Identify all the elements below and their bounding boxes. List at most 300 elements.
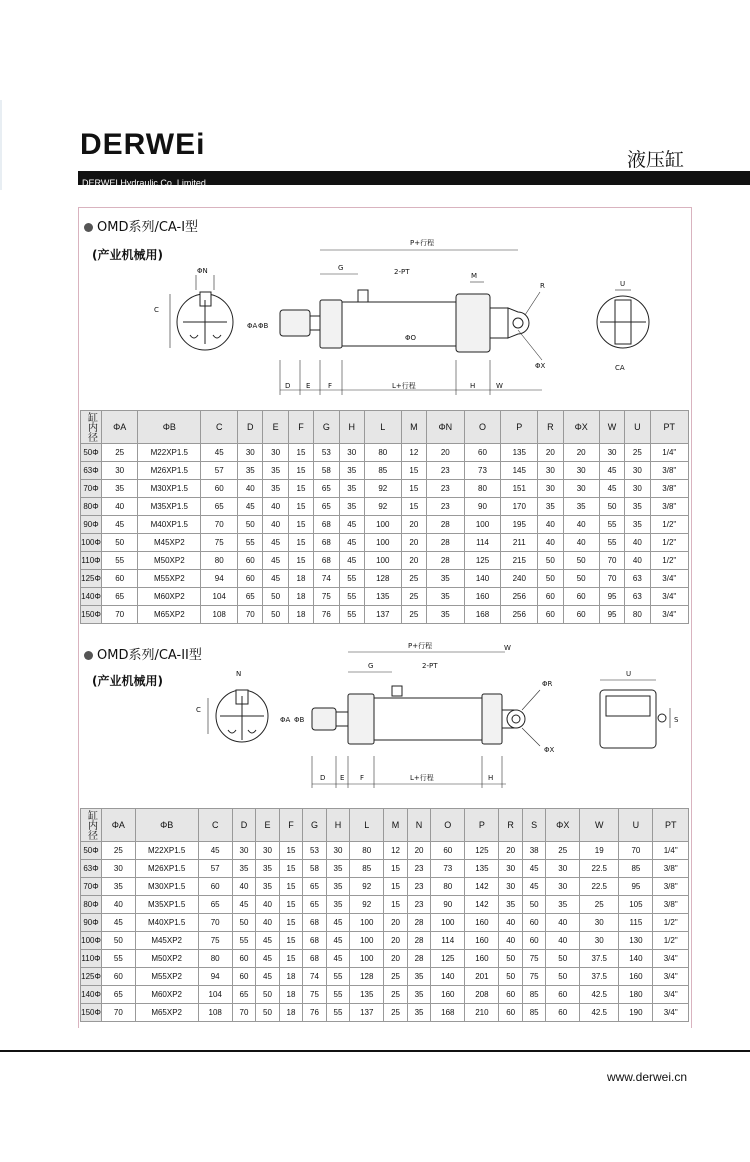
table-cell: 70Φ — [81, 878, 102, 896]
table-cell: 142 — [465, 878, 499, 896]
table-cell: 60 — [201, 480, 238, 498]
column-header: ΦB — [138, 411, 201, 444]
table-cell: 160 — [465, 950, 499, 968]
column-header: U — [625, 411, 650, 444]
table-cell: M50XP2 — [138, 552, 201, 570]
section1-spec-table — [80, 410, 689, 624]
table-cell: 35 — [263, 480, 288, 498]
table-row — [81, 914, 689, 932]
table-cell: 76 — [303, 1004, 327, 1022]
table-cell: 170 — [501, 498, 538, 516]
table-cell: 30 — [563, 480, 599, 498]
column-header: O — [431, 809, 465, 842]
column-header: ΦX — [563, 411, 599, 444]
table-cell: 35 — [499, 896, 523, 914]
column-header: ΦA — [102, 411, 138, 444]
table-cell: 1/2" — [650, 516, 688, 534]
s2-label-n: N — [236, 670, 242, 678]
table-cell: 30 — [625, 480, 650, 498]
column-header: M — [384, 809, 408, 842]
s2-label-p: P+行程 — [408, 642, 433, 650]
s1-label-g: G — [338, 264, 344, 272]
table-cell: 115 — [619, 914, 653, 932]
table-row — [81, 444, 689, 462]
s1-label-b: ΦB — [258, 322, 269, 330]
table-cell: 19 — [580, 842, 619, 860]
table-cell: 210 — [465, 1004, 499, 1022]
table-cell: 35 — [339, 480, 364, 498]
table-cell: 23 — [427, 498, 465, 516]
section2-title-text: OMD系列/CA-II型 — [97, 648, 202, 663]
s2-label-e: E — [340, 774, 345, 782]
table-cell: 65 — [314, 480, 339, 498]
table-cell: 168 — [464, 606, 501, 624]
table-cell: M60XP2 — [138, 588, 201, 606]
table-cell: 45 — [326, 932, 350, 950]
table-cell: M65XP2 — [138, 606, 201, 624]
table-cell: 40 — [563, 516, 599, 534]
s1-label-c: C — [154, 306, 159, 314]
table-cell: 63 — [625, 588, 650, 606]
table-cell: 125 — [465, 842, 499, 860]
table-cell: 15 — [279, 950, 303, 968]
table-cell: 76 — [314, 606, 339, 624]
table-cell: 20 — [384, 932, 408, 950]
table-cell: 40 — [563, 534, 599, 552]
table-cell: 25 — [384, 1004, 408, 1022]
section1-subtitle: (产业机械用) — [92, 248, 163, 262]
s1-label-n: ΦN — [197, 267, 208, 275]
table-cell: 256 — [501, 606, 538, 624]
company-bar — [78, 171, 750, 188]
table-cell: 15 — [288, 444, 313, 462]
table-cell: 73 — [464, 462, 501, 480]
table-cell: 211 — [501, 534, 538, 552]
table-cell: 3/8" — [650, 480, 688, 498]
s1-label-w: W — [496, 382, 503, 390]
table-cell: 70 — [102, 606, 138, 624]
table-cell: 137 — [350, 1004, 384, 1022]
table-row — [81, 516, 689, 534]
table-cell: 68 — [314, 534, 339, 552]
table-cell: 55 — [232, 932, 256, 950]
table-cell: 57 — [201, 462, 238, 480]
table-cell: 25 — [580, 896, 619, 914]
table-cell: 55 — [339, 588, 364, 606]
table-cell: 80 — [625, 606, 650, 624]
table-cell: 20 — [427, 444, 465, 462]
table-cell: 45 — [599, 462, 624, 480]
table-cell: 85 — [364, 462, 401, 480]
table-cell: 60 — [563, 606, 599, 624]
table-cell: 60 — [238, 552, 263, 570]
table-cell: 1/4" — [653, 842, 689, 860]
table-cell: 1/2" — [653, 932, 689, 950]
column-header: 缸内径 — [81, 411, 102, 444]
table-cell: 50 — [599, 498, 624, 516]
table-cell: 50 — [538, 570, 563, 588]
table-cell: 23 — [407, 860, 431, 878]
table-cell: 75 — [314, 588, 339, 606]
table-cell: 60 — [102, 968, 136, 986]
table-cell: 45 — [339, 552, 364, 570]
table-cell: 60 — [102, 570, 138, 588]
bullet-icon — [84, 223, 93, 232]
table-cell: 20 — [401, 534, 426, 552]
table-cell: 100 — [350, 914, 384, 932]
table-cell: 135 — [364, 588, 401, 606]
table-cell: 40 — [263, 516, 288, 534]
table-cell: 80 — [201, 552, 238, 570]
table-cell: 1/2" — [653, 914, 689, 932]
table-cell: 70 — [599, 570, 624, 588]
table-cell: 65 — [314, 498, 339, 516]
table-cell: 3/8" — [653, 878, 689, 896]
table-cell: 3/8" — [650, 462, 688, 480]
table-cell: 15 — [384, 878, 408, 896]
table-cell: 70 — [599, 552, 624, 570]
table-cell: 35 — [339, 462, 364, 480]
table-row — [81, 570, 689, 588]
s2-front-view — [208, 690, 268, 742]
table-cell: 35 — [427, 570, 465, 588]
table-cell: 50 — [538, 552, 563, 570]
table-cell: 25 — [401, 588, 426, 606]
table-cell: 63 — [625, 570, 650, 588]
table-cell: 45 — [339, 516, 364, 534]
table-cell: 58 — [314, 462, 339, 480]
table-cell: 42.5 — [580, 1004, 619, 1022]
table-cell: 50 — [102, 932, 136, 950]
table-cell: 73 — [431, 860, 465, 878]
table-cell: 68 — [314, 552, 339, 570]
table-cell: 50 — [232, 914, 256, 932]
table-cell: 68 — [303, 914, 327, 932]
table-cell: 18 — [288, 588, 313, 606]
table-cell: 63Φ — [81, 860, 102, 878]
s2-label-pt: 2-PT — [422, 662, 438, 670]
table-cell: M45XP2 — [138, 534, 201, 552]
table-cell: 15 — [279, 860, 303, 878]
section2-subtitle: (产业机械用) — [92, 674, 163, 688]
table-cell: 65 — [303, 878, 327, 896]
table-cell: 25 — [102, 444, 138, 462]
s1-label-ca: CA — [615, 364, 625, 372]
table-cell: 50 — [102, 534, 138, 552]
table-cell: 35 — [625, 498, 650, 516]
table-cell: 30 — [546, 878, 580, 896]
table-cell: 15 — [384, 896, 408, 914]
s1-side-view — [597, 290, 649, 348]
company-name: DERWEI Hydraulic Co.,Limited — [82, 178, 206, 188]
table-cell: 75 — [303, 986, 327, 1004]
table-cell: 65 — [201, 498, 238, 516]
s2-label-h: H — [488, 774, 494, 782]
table-cell: 50Φ — [81, 444, 102, 462]
table-cell: 53 — [314, 444, 339, 462]
table-cell: 50 — [546, 950, 580, 968]
table-cell: 100 — [350, 950, 384, 968]
table-cell: M30XP1.5 — [138, 480, 201, 498]
table-cell: 151 — [501, 480, 538, 498]
s2-label-u: U — [626, 670, 632, 678]
table-cell: 70 — [619, 842, 653, 860]
table-cell: 45 — [232, 896, 256, 914]
table-cell: 63Φ — [81, 462, 102, 480]
s2-label-r: ΦR — [542, 680, 553, 688]
table-cell: 160 — [465, 914, 499, 932]
table-cell: 1/2" — [650, 552, 688, 570]
table-cell: M26XP1.5 — [138, 462, 201, 480]
table-cell: 35 — [625, 516, 650, 534]
table-cell: 70Φ — [81, 480, 102, 498]
table-cell: 50 — [499, 950, 523, 968]
table-cell: 100Φ — [81, 534, 102, 552]
table-cell: 40 — [538, 534, 563, 552]
section2-diagram — [160, 640, 690, 800]
table-cell: 92 — [364, 498, 401, 516]
table-cell: 40 — [625, 552, 650, 570]
s1-label-m: M — [471, 272, 478, 280]
table-cell: 137 — [364, 606, 401, 624]
s2-label-b: ΦB — [294, 716, 305, 724]
table-cell: 25 — [102, 842, 136, 860]
table-cell: 3/4" — [650, 570, 688, 588]
table-cell: 45 — [263, 552, 288, 570]
table-cell: 92 — [364, 480, 401, 498]
table-row — [81, 932, 689, 950]
table-row — [81, 878, 689, 896]
table-cell: 140Φ — [81, 986, 102, 1004]
table-cell: 53 — [303, 842, 327, 860]
table-cell: 85 — [350, 860, 384, 878]
column-header: E — [256, 809, 280, 842]
table-cell: 190 — [619, 1004, 653, 1022]
s2-label-a: ΦA — [280, 716, 291, 724]
table-cell: 35 — [256, 878, 280, 896]
table-cell: 30 — [563, 462, 599, 480]
table-cell: 30 — [102, 462, 138, 480]
table-cell: 135 — [501, 444, 538, 462]
table-cell: 28 — [407, 950, 431, 968]
s2-label-g: G — [368, 662, 374, 670]
footer-divider — [0, 1050, 750, 1052]
table-cell: 1/4" — [650, 444, 688, 462]
column-header: ΦX — [546, 809, 580, 842]
table-cell: 50 — [563, 570, 599, 588]
table-cell: 30 — [538, 480, 563, 498]
table-cell: 20 — [401, 552, 426, 570]
table-cell: 65 — [102, 588, 138, 606]
s1-label-l: L+行程 — [392, 382, 416, 390]
table-cell: 55 — [238, 534, 263, 552]
table-cell: 23 — [427, 480, 465, 498]
table-cell: 80 — [364, 444, 401, 462]
table-cell: 114 — [431, 932, 465, 950]
table-cell: 28 — [427, 552, 465, 570]
table-cell: 30 — [256, 842, 280, 860]
table-cell: 15 — [288, 498, 313, 516]
table-cell: M55XP2 — [138, 570, 201, 588]
table-cell: 35 — [102, 480, 138, 498]
table-cell: 40 — [263, 498, 288, 516]
s1-label-f: F — [328, 382, 333, 390]
table-cell: 125Φ — [81, 968, 102, 986]
column-header: 缸内径 — [81, 809, 102, 842]
page-edge-mark — [0, 100, 2, 190]
table-cell: 92 — [350, 896, 384, 914]
table-cell: 45 — [201, 444, 238, 462]
table-cell: 256 — [501, 588, 538, 606]
table-cell: 142 — [465, 896, 499, 914]
table-cell: 92 — [350, 878, 384, 896]
table-cell: 60 — [198, 878, 232, 896]
brand-logo: DERWEi — [80, 128, 206, 161]
table-cell: 68 — [303, 950, 327, 968]
table-cell: 18 — [279, 968, 303, 986]
section2-spec-table — [80, 808, 689, 1022]
table-row — [81, 480, 689, 498]
table-cell: 60 — [238, 570, 263, 588]
table-cell: 60 — [499, 986, 523, 1004]
table-cell: 40 — [499, 932, 523, 950]
table-cell: 55 — [599, 534, 624, 552]
table-cell: 55 — [326, 1004, 350, 1022]
column-header: H — [339, 411, 364, 444]
s2-label-c: C — [196, 706, 201, 714]
column-header: P — [465, 809, 499, 842]
table-header-row — [81, 809, 689, 842]
table-cell: 100 — [364, 552, 401, 570]
table-cell: 60 — [499, 1004, 523, 1022]
table-cell: 65 — [238, 588, 263, 606]
table-row — [81, 950, 689, 968]
table-cell: 35 — [326, 896, 350, 914]
table-cell: M26XP1.5 — [135, 860, 198, 878]
table-cell: 55 — [339, 570, 364, 588]
s2-cylinder — [312, 686, 525, 744]
table-cell: 55 — [339, 606, 364, 624]
s2-label-w: W — [504, 644, 511, 652]
table-cell: 20 — [499, 842, 523, 860]
column-header: C — [198, 809, 232, 842]
table-cell: 60 — [232, 950, 256, 968]
table-body — [81, 444, 689, 624]
table-cell: 15 — [279, 878, 303, 896]
column-header: L — [350, 809, 384, 842]
table-cell: 50 — [563, 552, 599, 570]
table-cell: 145 — [501, 462, 538, 480]
table-cell: 35 — [546, 896, 580, 914]
table-cell: 35 — [326, 860, 350, 878]
table-cell: 80 — [464, 480, 501, 498]
table-cell: 35 — [563, 498, 599, 516]
table-cell: 25 — [384, 968, 408, 986]
table-cell: 15 — [288, 534, 313, 552]
table-cell: 45 — [263, 570, 288, 588]
table-cell: 60 — [431, 842, 465, 860]
table-cell: 28 — [427, 516, 465, 534]
table-cell: 95 — [599, 588, 624, 606]
table-cell: 20 — [563, 444, 599, 462]
column-header: U — [619, 809, 653, 842]
table-cell: 100Φ — [81, 932, 102, 950]
table-cell: 160 — [619, 968, 653, 986]
table-cell: 30 — [102, 860, 136, 878]
table-cell: 110Φ — [81, 950, 102, 968]
table-cell: 140Φ — [81, 588, 102, 606]
table-cell: 25 — [401, 570, 426, 588]
table-cell: 22.5 — [580, 860, 619, 878]
table-cell: 65 — [232, 986, 256, 1004]
column-header: W — [580, 809, 619, 842]
table-cell: 37.5 — [580, 950, 619, 968]
table-cell: 35 — [407, 1004, 431, 1022]
table-cell: 3/8" — [653, 860, 689, 878]
table-cell: 80Φ — [81, 896, 102, 914]
table-cell: 100 — [364, 534, 401, 552]
table-cell: 30 — [580, 932, 619, 950]
table-cell: 140 — [431, 968, 465, 986]
table-cell: 45 — [263, 534, 288, 552]
s2-label-s: S — [674, 716, 679, 724]
table-cell: 45 — [326, 914, 350, 932]
table-cell: 45 — [102, 914, 136, 932]
table-cell: 38 — [522, 842, 546, 860]
column-header: N — [407, 809, 431, 842]
column-header: D — [238, 411, 263, 444]
column-header: R — [538, 411, 563, 444]
table-cell: 20 — [538, 444, 563, 462]
page-title: 液压缸 — [626, 149, 684, 171]
table-cell: 15 — [288, 480, 313, 498]
table-cell: 40 — [256, 896, 280, 914]
s2-label-d: D — [320, 774, 326, 782]
column-header: ΦB — [135, 809, 198, 842]
table-cell: 20 — [401, 516, 426, 534]
table-cell: 30 — [499, 878, 523, 896]
table-cell: 15 — [401, 462, 426, 480]
table-cell: 68 — [303, 932, 327, 950]
table-cell: 20 — [384, 914, 408, 932]
table-cell: 35 — [538, 498, 563, 516]
table-cell: M50XP2 — [135, 950, 198, 968]
table-cell: 50Φ — [81, 842, 102, 860]
table-cell: 65 — [303, 896, 327, 914]
table-cell: 45 — [339, 534, 364, 552]
table-cell: 35 — [427, 588, 465, 606]
table-cell: 35 — [263, 462, 288, 480]
footer-website: www.derwei.cn — [606, 1070, 687, 1084]
column-header: PT — [653, 809, 689, 842]
table-cell: 168 — [431, 1004, 465, 1022]
table-cell: 90Φ — [81, 914, 102, 932]
table-cell: 30 — [546, 860, 580, 878]
table-cell: 28 — [427, 534, 465, 552]
table-cell: 35 — [427, 606, 465, 624]
table-cell: 15 — [401, 498, 426, 516]
table-cell: 42.5 — [580, 986, 619, 1004]
table-cell: 60 — [546, 1004, 580, 1022]
table-cell: 15 — [401, 480, 426, 498]
table-cell: 30 — [580, 914, 619, 932]
table-cell: 60 — [522, 932, 546, 950]
table-cell: 110Φ — [81, 552, 102, 570]
table-row — [81, 968, 689, 986]
table-cell: 3/8" — [653, 896, 689, 914]
table-cell: 50 — [263, 606, 288, 624]
table-cell: 104 — [198, 986, 232, 1004]
